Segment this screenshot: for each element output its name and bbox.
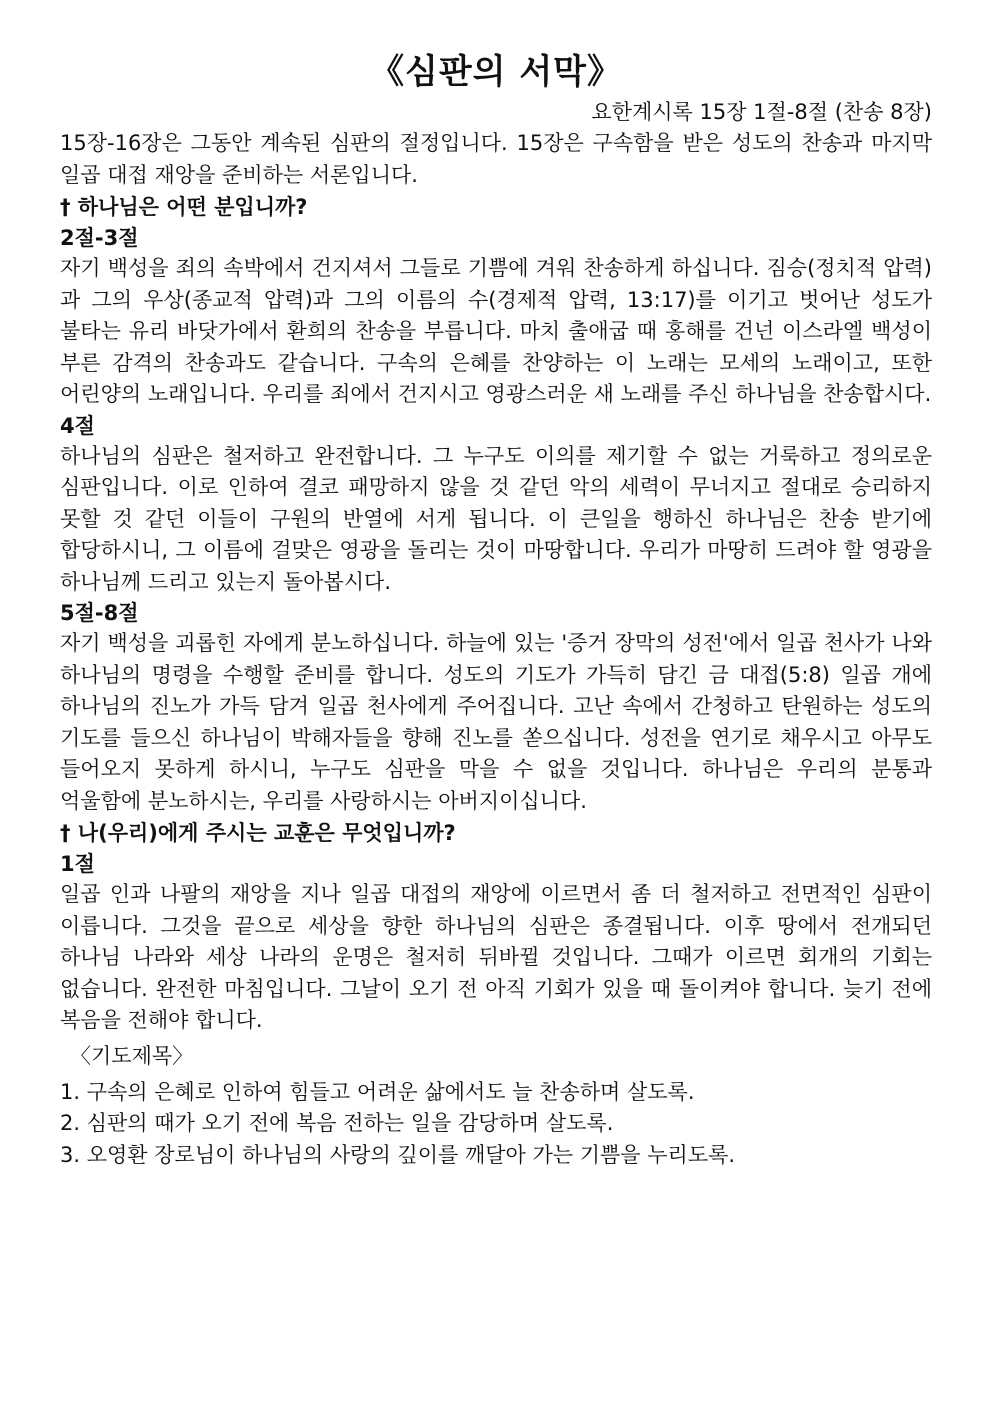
prayer-section xyxy=(60,1039,932,1172)
prayer-list xyxy=(60,1077,932,1172)
verse-heading: 4절 xyxy=(60,413,95,438)
verse-heading: 2절-3절 xyxy=(60,226,139,250)
verse-heading: 5절-8절 xyxy=(60,601,139,625)
verse-paragraph: 자기 백성을 죄의 속박에서 건지셔서 그들로 기쁨에 겨워 찬송하게 하십니다. 짐승(정치적 압력)과 그의 우상(종교적 압력)과 그의 이름의 수(경제적 압력, 13:17)를 이기고 벗어난 성도가 불타는 유리 바닷가에서 환희의 찬송을 부릅니다. 마치 출애굽 때 홍해를 건넌 이스라엘 백성이 부른 감격의 찬송과도 같습니다. 구속의 은혜를 찬양하는 이 노래는 모세의 노래이고, 또한 어린양의 노래입니다. 우리를 죄에서 건지시고 영광스러운 새 노래를 주신 하나님을 찬송합시다. xyxy=(60,256,932,406)
verse-paragraph: 자기 백성을 괴롭힌 자에게 분노하십니다. 하늘에 있는 '증거 장막의 성전'에서 일곱 천사가 나와 하나님의 명령을 수행할 준비를 합니다. 성도의 기도가 가득히 담긴 금 대접(5:8) 일곱 개에 하나님의 진노가 가득 담겨 일곱 천사에게 주어집니다. 고난 속에서 간청하고 탄원하는 성도의 기도를 들으신 하나님이 박해자들을 향해 진노를 쏟으십니다. 성전을 연기로 채우시고 아무도 들어오지 못하게 하시니, 누구도 심판을 막을 수 없을 것입니다. 하나님은 우리의 분통과 억울함에 분노하시는, 우리를 사랑하시는 아버지이십니다. xyxy=(60,631,932,813)
prayer-title: 〈기도제목〉 xyxy=(70,1043,194,1068)
section-question: † 나(우리)에게 주시는 교훈은 무엇입니까? xyxy=(60,821,456,845)
section-who-is-god xyxy=(60,191,932,817)
verse-paragraph: 일곱 인과 나팔의 재앙을 지나 일곱 대접의 재앙에 이르면서 좀 더 철저하고 전면적인 심판이 이릅니다. 그것을 끝으로 세상을 향한 하나님의 심판은 종결됩니다. 이후 땅에서 전개되던 하나님 나라와 세상 나라의 운명은 철저히 뒤바뀔 것입니다. 그때가 이르면 회개의 기회는 없습니다. 완전한 마침입니다. 그날이 오기 전 아직 기회가 있을 때 돌이켜야 합니다. 늦기 전에 복음을 전해야 합니다. xyxy=(60,882,932,1032)
verse-heading: 1절 xyxy=(60,852,95,876)
section-question: † 하나님은 어떤 분입니까? xyxy=(60,195,308,219)
prayer-item: 2. 심판의 때가 오기 전에 복음 전하는 일을 감당하며 살도록. xyxy=(60,1111,614,1135)
verse-paragraph: 하나님의 심판은 철저하고 완전합니다. 그 누구도 이의를 제기할 수 없는 거룩하고 정의로운 심판입니다. 이로 인하여 결코 패망하지 않을 것 같던 악의 세력이 무너지고 절대로 승리하지 못할 것 같던 이들이 구원의 반열에 서게 됩니다. 이 큰일을 행하신 하나님은 찬송 받기에 합당하시니, 그 이름에 걸맞은 영광을 돌리는 것이 마땅합니다. 우리가 마땅히 드려야 할 영광을 하나님께 드리고 있는지 돌아봅시다. xyxy=(60,443,932,594)
prayer-item: 1. 구속의 은혜로 인하여 힘들고 어려운 삶에서도 늘 찬송하며 살도록. xyxy=(60,1079,695,1104)
document-title: 《심판의 서막》 xyxy=(369,52,623,92)
intro-paragraph: 15장-16장은 그동안 계속된 심판의 절정입니다. 15장은 구속함을 받은 성도의 찬송과 마지막 일곱 대접 재앙을 준비하는 서론입니다. xyxy=(60,131,932,187)
scripture-reference: 요한계시록 15장 1절-8절 (찬송 8장) xyxy=(591,100,932,124)
section-lesson xyxy=(60,817,932,1037)
document-page xyxy=(60,50,932,1171)
prayer-item: 3. 오영환 장로님이 하나님의 사랑의 깊이를 깨달아 가는 기쁨을 누리도록. xyxy=(60,1142,736,1167)
